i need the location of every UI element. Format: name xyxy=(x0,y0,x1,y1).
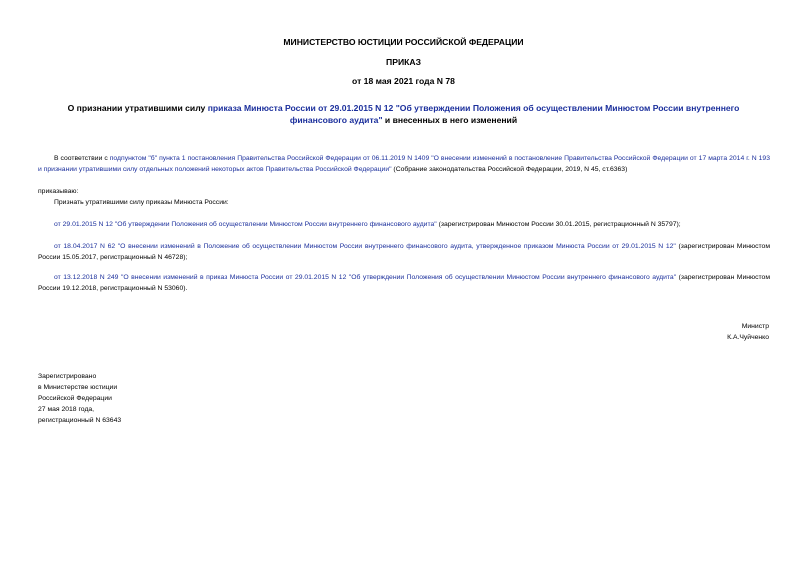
order-word-text: приказываю: xyxy=(38,188,79,195)
list-item xyxy=(38,241,770,263)
preamble-link[interactable]: подпунктом "б" пункта 1 постановления Правительства Российской Федерации от 06.11.2019 N 1409 "О внесении изменений в постановление Правительства Российской Федерации от 17 марта 2014 г. N 193 и признании утратившими силу отдельных положений некоторых актов Правительства Российской Федерации" xyxy=(38,155,770,173)
title-prefix: О признании утратившими силу xyxy=(67,103,208,113)
item-link[interactable]: от 18.04.2017 N 62 "О внесении изменений в Положение об осуществлении Минюстом России внутреннего финансового аудита, утвержденное приказом Минюста России от 29.01.2015 N 12" xyxy=(54,243,676,250)
signature-title: Министр xyxy=(741,323,769,330)
date-number: от 18 мая 2021 года N 78 xyxy=(352,76,455,86)
preamble-text-1: В соответствии с xyxy=(54,155,110,162)
item-link[interactable]: от 13.12.2018 N 249 "О внесении изменений в приказ Минюста России от 29.01.2015 N 12 "Об утверждении Положения об осуществлении Минюстом России внутреннего финансового аудита" xyxy=(54,274,677,281)
intro-text: Признать утратившими силу приказы Минюста России: xyxy=(54,199,229,206)
preamble-text-2: (Собрание законодательства Российской Федерации, 2019, N 45, ст.6363) xyxy=(391,166,628,173)
signature-name: К.А.Чуйченко xyxy=(727,334,769,341)
preamble-paragraph xyxy=(38,153,770,175)
registration-line: регистрационный N 63643 xyxy=(38,417,122,424)
item-text: (зарегистрирован Минюстом России 19.12.2018, регистрационный N 53060). xyxy=(38,274,771,292)
list-item xyxy=(38,219,770,230)
registration-line: в Министерстве юстиции xyxy=(38,384,118,391)
intro-paragraph xyxy=(38,197,770,208)
list-item xyxy=(38,272,770,294)
registration-block xyxy=(38,371,121,426)
title-link[interactable]: приказа Минюста России от 29.01.2015 N 12 "Об утверждении Положения об осуществлении Минюстом России внутреннего финансового аудита" xyxy=(207,103,740,125)
item-text: (зарегистрирован Минюстом России 15.05.2017, регистрационный N 46728); xyxy=(38,243,771,261)
document-type: ПРИКАЗ xyxy=(386,57,421,67)
item-text: (зарегистрирован Минюстом России 30.01.2015, регистрационный N 35797); xyxy=(436,221,681,228)
ministry-heading: МИНИСТЕРСТВО ЮСТИЦИИ РОССИЙСКОЙ ФЕДЕРАЦИИ xyxy=(283,37,524,47)
registration-line: Зарегистрировано xyxy=(38,373,97,380)
document-title xyxy=(40,102,767,126)
registration-line: 27 мая 2018 года, xyxy=(38,406,95,413)
order-word xyxy=(38,186,770,197)
signature-block xyxy=(727,321,769,343)
item-link[interactable]: от 29.01.2015 N 12 "Об утверждении Положения об осуществлении Минюстом России внутреннего финансового аудита" xyxy=(54,221,437,228)
title-suffix: и внесенных в него изменений xyxy=(382,115,518,125)
registration-line: Российской Федерации xyxy=(38,395,112,402)
